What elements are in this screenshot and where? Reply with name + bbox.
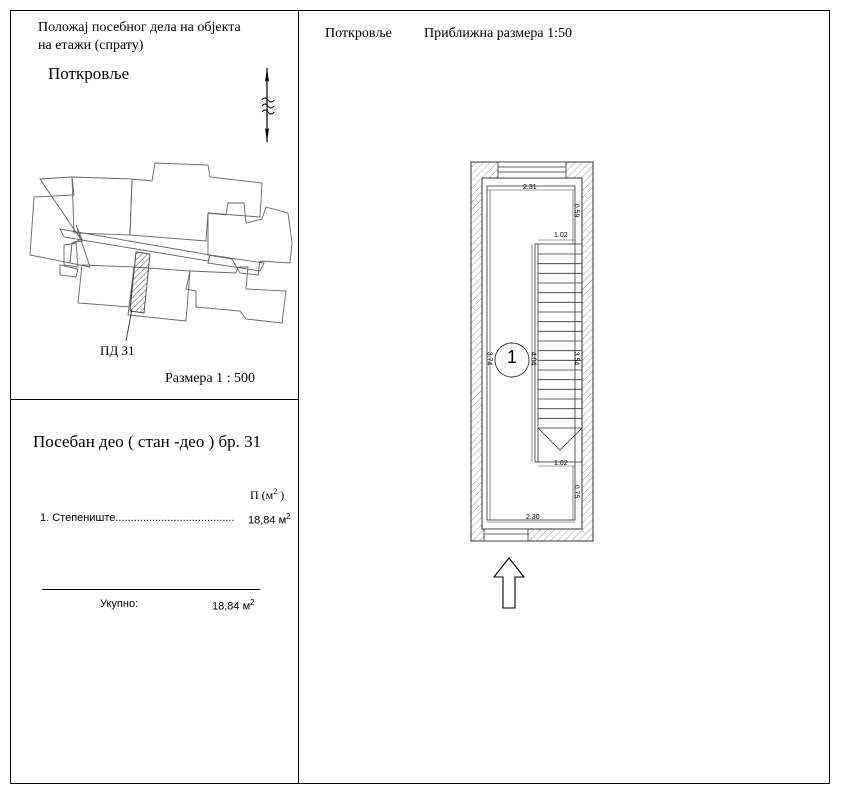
part-title: Посебан део ( стан -део ) бр. 31	[33, 432, 262, 451]
plan-scale: Приближна размера 1:50	[424, 26, 572, 41]
north-arrow-icon	[258, 68, 276, 144]
location-scale: Размера 1 : 500	[165, 371, 256, 386]
total-value: 18,84 $м^2$	[212, 598, 255, 613]
dim-stair-bottom: 1.02	[554, 460, 568, 467]
item-row-value: 18,84 $м^2$	[248, 512, 291, 527]
dim-right-top: 0.59	[572, 203, 580, 218]
location-title-line1: Положај посебног дела на објекта	[38, 20, 241, 35]
location-floor-name: Поткровље	[48, 64, 130, 83]
dim-bottom-width: 2.30	[526, 514, 540, 521]
floor-plan-drawing	[460, 150, 610, 620]
unit-label: ПД 31	[100, 343, 135, 358]
area-column-header: П ($м^2$ )	[250, 487, 285, 502]
dim-left-height: 3.74	[485, 351, 493, 366]
plan-floor-name: Поткровље	[325, 26, 392, 41]
panel-divider-vertical	[298, 10, 299, 784]
dim-top-width: 2.31	[523, 184, 537, 191]
dim-stair-length: 4.04	[529, 351, 537, 366]
site-plan-diagram	[20, 155, 300, 355]
location-title-line2: на етажи (спрату)	[38, 38, 144, 53]
item-row-label: 1. Степениште.......................................	[40, 512, 235, 524]
dim-right-bottom: 0.75	[572, 484, 580, 499]
dim-stair-top: 1.02	[554, 232, 568, 239]
room-number: 1	[507, 347, 518, 367]
entrance-arrow-icon	[492, 557, 526, 609]
total-rule	[42, 589, 260, 590]
drawing-frame	[10, 10, 830, 784]
dim-right-mid: 3.54	[572, 351, 580, 366]
panel-divider-horizontal	[10, 399, 299, 400]
total-label: Укупно:	[100, 598, 139, 610]
